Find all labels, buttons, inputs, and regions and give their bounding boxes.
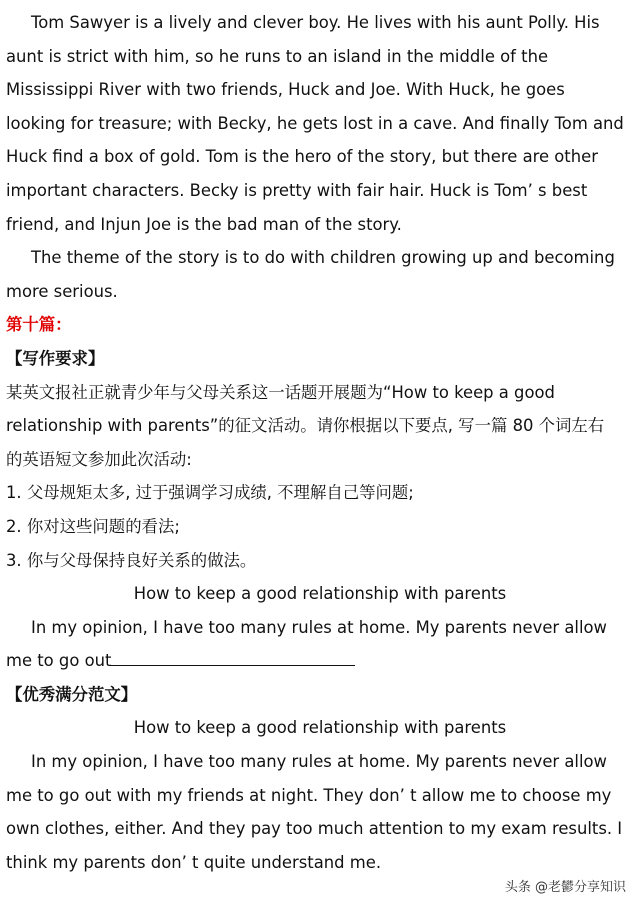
prompt-line-with-blank — [6, 644, 634, 678]
requirement-text-line: 某英文报社正就青少年与父母关系这一话题开展题为“How to keep a good — [6, 382, 555, 402]
prompt-text: me to go out — [6, 651, 112, 671]
story-paragraph-line: important characters. Becky is pretty with fair hair. Huck is Tom’ s best — [6, 180, 588, 200]
requirement-heading: 【写作要求】 — [6, 348, 105, 368]
story-paragraph-line: aunt is strict with him, so he runs to an island in the middle of the — [6, 46, 549, 66]
requirement-text-line: relationship with parents”的征文活动。请你根据以下要点, 写一篇 80 个词左右 — [6, 416, 605, 436]
theme-paragraph-line: more serious. — [6, 281, 118, 301]
requirement-text-line: 的英语短文参加此次活动: — [6, 449, 192, 469]
sample-line: think my parents don’ t quite understand me. — [6, 852, 382, 872]
watermark: 头条 @老鬰分享知识 — [504, 880, 626, 895]
sample-heading: 【优秀满分范文】 — [6, 684, 138, 704]
sample-line: own clothes, either. And they pay too much attention to my exam results. I — [6, 819, 623, 839]
story-paragraph-line: Tom Sawyer is a lively and clever boy. He lives with his aunt Polly. His — [31, 13, 600, 32]
sample-title: How to keep a good relationship with parents — [133, 718, 507, 738]
sample-line: me to go out with my friends at night. They don’ t allow me to choose my — [6, 785, 612, 805]
requirement-point: 1. 父母规矩太多, 过于强调学习成绩, 不理解自己等问题; — [6, 483, 414, 503]
section-label: 第十篇： — [6, 315, 72, 335]
sample-line: In my opinion, I have too many rules at home. My parents never allow — [31, 752, 607, 772]
story-paragraph-line: friend, and Injun Joe is the bad man of the story. — [6, 214, 402, 234]
answer-blank — [111, 651, 355, 666]
requirement-point: 3. 你与父母保持良好关系的做法。 — [6, 550, 257, 570]
essay-title: How to keep a good relationship with parents — [133, 584, 507, 604]
document-page — [0, 6, 640, 879]
requirement-point: 2. 你对这些问题的看法; — [6, 516, 180, 536]
theme-paragraph-line: The theme of the story is to do with children growing up and becoming — [31, 248, 615, 268]
prompt-line: In my opinion, I have too many rules at home. My parents never allow — [31, 617, 607, 637]
story-paragraph-line: looking for treasure; with Becky, he gets lost in a cave. And finally Tom and — [6, 113, 624, 133]
story-paragraph-line: Mississippi River with two friends, Huck and Joe. With Huck, he goes — [6, 80, 565, 100]
story-paragraph-line: Huck find a box of gold. Tom is the hero of the story, but there are other — [6, 147, 598, 167]
